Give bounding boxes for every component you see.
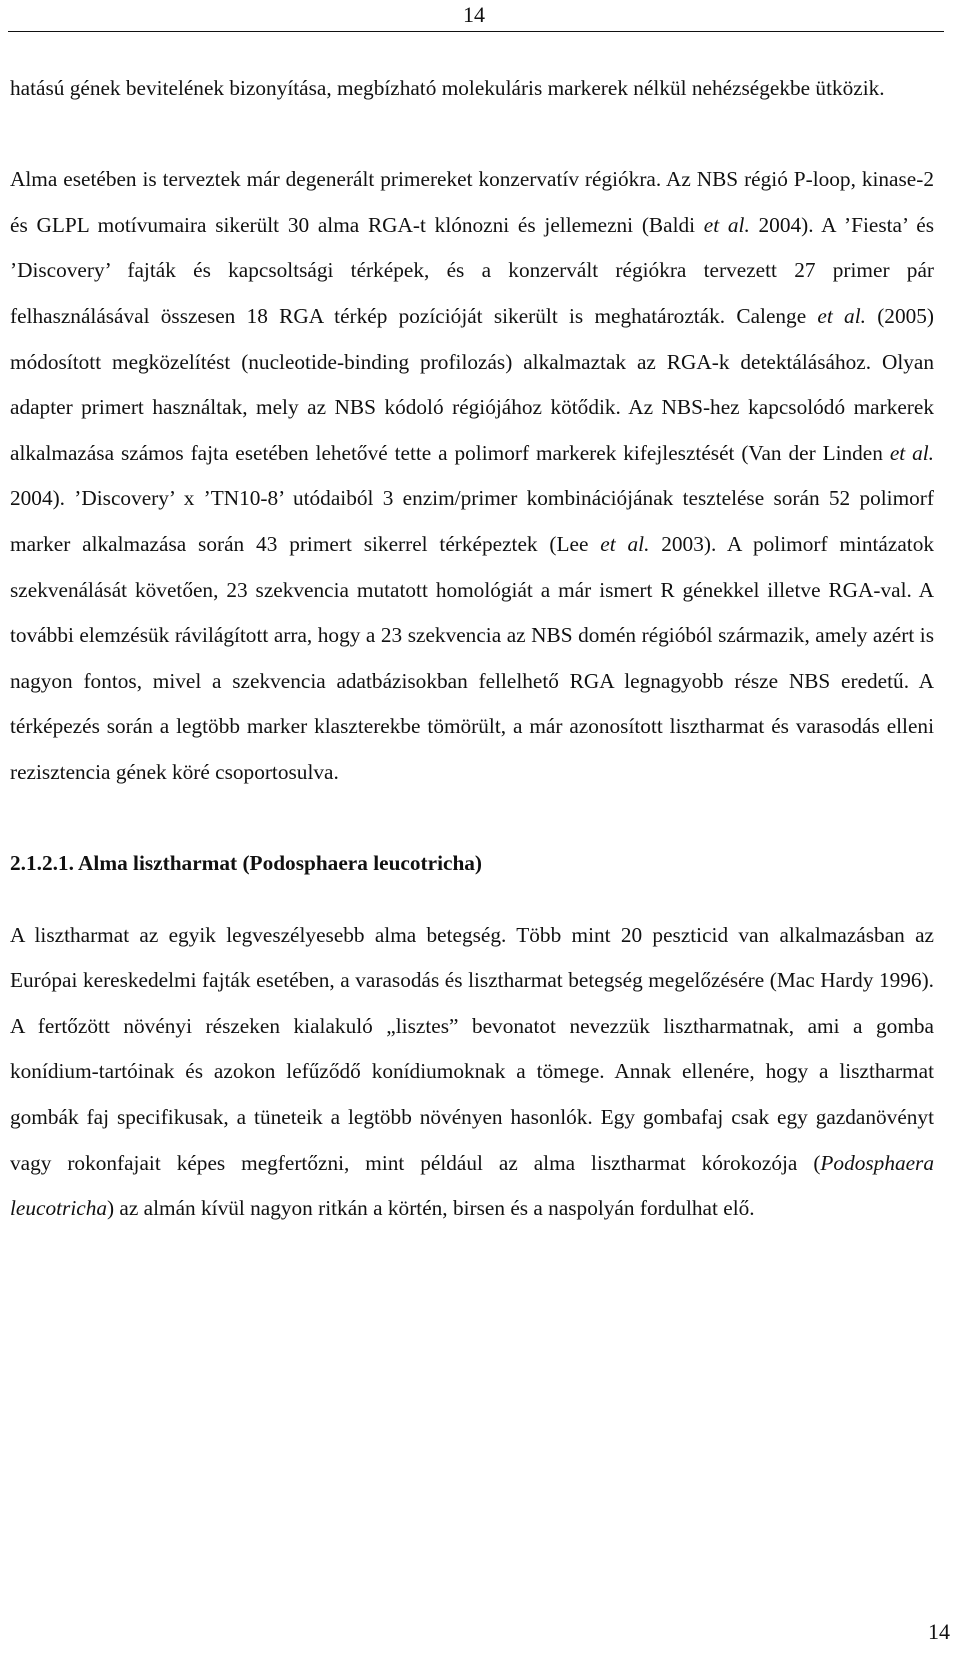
paragraph-text: Alma esetében is terveztek már degenerált primereket konzervatív régiókra. Az NBS régió P-loop, kinase-2 és GLPL motívumaira sikerült 30 alma RGA-t klónozni és jellemezni (Baldi bbox=[10, 167, 934, 237]
citation-et-al: et al. bbox=[600, 531, 650, 556]
section-heading: 2.1.2.1. Alma lisztharmat (Podosphaera leucotricha) bbox=[10, 851, 483, 876]
paragraph-intro-continuation: hatású gének bevitelének bizonyítása, megbízható molekuláris markerek nélkül nehézségekbe ütközik. bbox=[10, 76, 885, 100]
paragraph-text: 2003). A polimorf mintázatok szekvenálását követően, 23 szekvencia mutatott homológiát a már ismert R génekkel illetve RGA-val. A további elemzésük rávilágított arra, hogy a 23 szekvencia az NBS domén régióból származik, amely azért is nagyon fontos, mivel a szekvencia adatbázisokban fellelhető RGA legnagyobb része NBS eredetű. A térképezés során a legtöbb marker klaszterekbe tömörült, a már azonosított lisztharmat és varasodás elleni rezisztencia gének köré csoportosulva. bbox=[10, 531, 935, 784]
paragraph-text: (2005) módosított megközelítést (nucleotide-binding profilozás) alkalmaztak az RGA-k detektálásához. Olyan adapter primert használtak, mely az NBS kódoló régiójához kötődik. Az NBS-hez kapcsolódó markerek alkalmazása számos fajta esetében lehetővé tette a polimorf markerek kifejlesztését (Van der Linden bbox=[10, 303, 934, 465]
page-body bbox=[10, 66, 934, 1232]
heading-spacer bbox=[10, 887, 934, 913]
paragraph-text: A lisztharmat az egyik legveszélyesebb alma betegség. Több mint 20 peszticid van alkalmazásban az Európai kereskedelmi fajták esetében, a varasodás és lisztharmat betegség megelőzésére (Mac Hardy 1996). A fertőzött növényi részeken kialakuló „lisztes” bevonatot nevezzük lisztharmatnak, ami a gomba konídium-tartóinak és azokon lefűződő konídiumoknak a tömege. Annak ellenére, hogy a lisztharmat gombák faj specifikusak, a tüneteik a legtöbb növényen hasonlók. Egy gombafaj csak egy gazdanövényt vagy rokonfajait képes megfertőzni, mint például az alma lisztharmat kórokozója ( bbox=[10, 922, 934, 1175]
paragraph-text: ) az almán kívül nagyon ritkán a körtén, birsen és a naspolyán fordulhat elő. bbox=[107, 1196, 755, 1221]
header-divider bbox=[8, 31, 944, 32]
species-name: Podosphaera leucotricha bbox=[10, 1150, 934, 1221]
footer-page-number: 14 bbox=[928, 1619, 950, 1644]
paragraph-spacer bbox=[10, 796, 934, 842]
citation-et-al: et al. bbox=[817, 303, 866, 328]
citation-et-al: et al. bbox=[889, 440, 934, 465]
paragraph-apple-rga bbox=[10, 157, 934, 795]
paragraph-text: 2004). A ’Fiesta’ és ’Discovery’ fajták és kapcsoltsági térképek, és a konzervált régiókra tervezett 27 primer pár felhasználásával összesen 18 RGA térkép pozícióját sikerült is meghatározták. Calenge bbox=[10, 212, 934, 328]
header-page-number: 14 bbox=[463, 2, 485, 27]
paragraph-spacer bbox=[10, 112, 934, 158]
paragraph-text: 2004). ’Discovery’ x ’TN10-8’ utódaiból 3 enzim/primer kombinációjának tesztelése során 52 polimorf marker alkalmazása során 43 primert sikerrel térképeztek (Lee bbox=[10, 486, 934, 556]
citation-et-al: et al. bbox=[703, 212, 750, 237]
paragraph-powdery-mildew bbox=[10, 913, 934, 1232]
